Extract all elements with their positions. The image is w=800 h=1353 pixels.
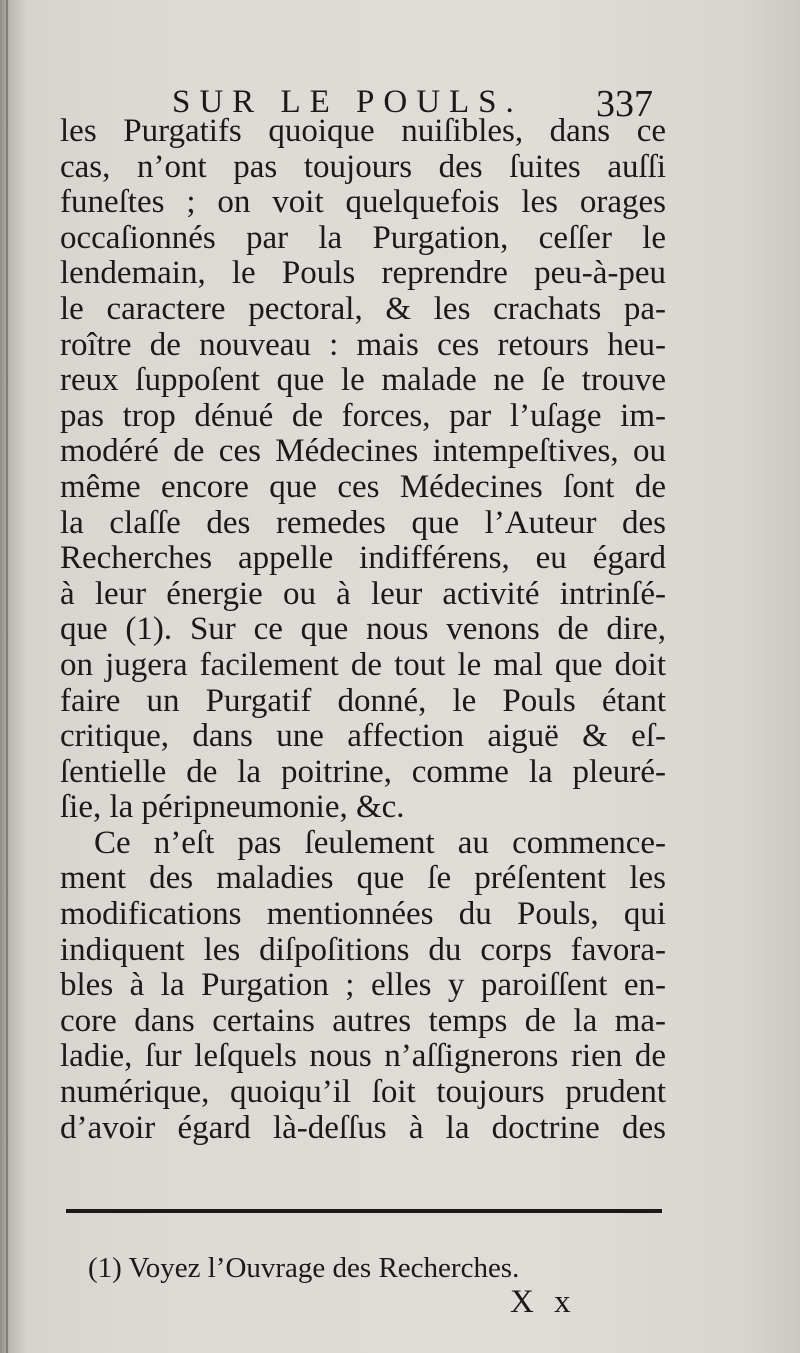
text-line: critique, dans une affection aiguë & eſ-: [60, 718, 666, 755]
text-line: lendemain, le Pouls reprendre peu-à-peu: [60, 255, 666, 292]
text-line: pas trop dénué de forces, par l’uſage im-: [60, 397, 666, 434]
text-line: le caractere pectoral, & les crachats pa-: [60, 290, 666, 327]
text-line: occaſionnés par la Purgation, ceſſer le: [60, 219, 666, 256]
page-gutter-shadow: [6, 0, 8, 1353]
text-line: Recherches appelle indifférens, eu égard: [60, 540, 666, 577]
running-title: SUR LE POULS.: [172, 84, 523, 120]
page-number: 337: [596, 83, 653, 125]
text-line: faire un Purgatif donné, le Pouls étant: [60, 682, 666, 719]
footnote-rule: [66, 1209, 662, 1213]
text-line: ladie, ſur leſquels nous n’aſſignerons rien de: [60, 1038, 666, 1075]
text-line: funeſtes ; on voit quelquefois les orages: [60, 184, 666, 221]
text-line: modifications mentionnées du Pouls, qui: [60, 896, 666, 933]
body-text: [60, 114, 666, 1146]
text-line: la claſſe des remedes que l’Auteur des: [60, 504, 666, 541]
text-line: on jugera facilement de tout le mal que doit: [60, 646, 666, 683]
text-line: que (1). Sur ce que nous venons de dire,: [60, 611, 666, 648]
text-line: modéré de ces Médecines intempeſtives, ou: [60, 433, 666, 470]
text-line: cas, n’ont pas toujours des ſuites auſſi: [60, 148, 666, 185]
signature-mark: X x: [510, 1284, 577, 1320]
text-line-paragraph-start: Ce n’eſt pas ſeulement au commence-: [94, 824, 666, 861]
text-line: roître de nouveau : mais ces retours heu-: [60, 326, 666, 363]
footnote: (1) Voyez l’Ouvrage des Recherches.: [88, 1252, 520, 1284]
text-line: à leur énergie ou à leur activité intrinſé-: [60, 575, 666, 612]
text-line: core dans certains autres temps de la ma-: [60, 1002, 666, 1039]
text-line: reux ſuppoſent que le malade ne ſe trouve: [60, 362, 666, 399]
text-line: indiquent les diſpoſitions du corps favora-: [60, 931, 666, 968]
text-line-paragraph-end: ſie, la péripneumonie, &c.: [60, 789, 405, 826]
text-line: même encore que ces Médecines ſont de: [60, 468, 666, 505]
text-line: ſentielle de la poitrine, comme la pleuré-: [60, 753, 666, 790]
text-line: d’avoir égard là-deſſus à la doctrine des: [60, 1109, 666, 1146]
text-line: bles à la Purgation ; elles y paroiſſent en-: [60, 967, 666, 1004]
text-line: numérique, quoiqu’il ſoit toujours prudent: [60, 1074, 666, 1111]
text-line: ment des maladies que ſe préſentent les: [60, 860, 666, 897]
text-line: les Purgatifs quoique nuiſibles, dans ce: [60, 113, 666, 149]
